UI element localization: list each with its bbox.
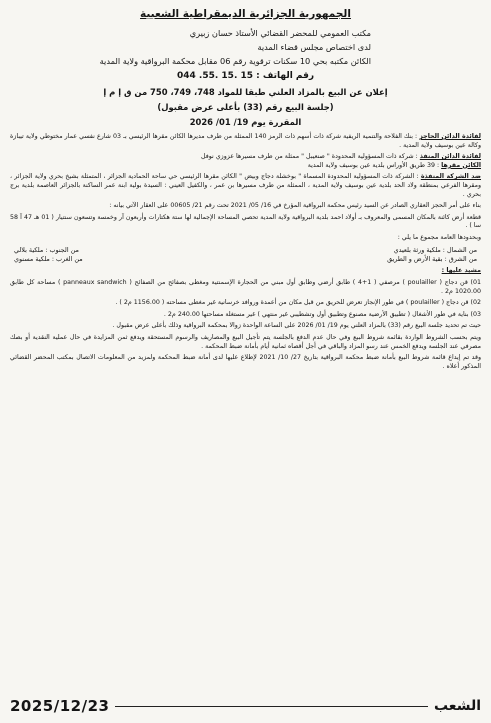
debtor-text: : شركة ذات المسؤولية المحدودة " صنعيبل " ممثلة من طرف مسيرها عزوزي نوفل: [200, 153, 418, 161]
session-date: المقررة يوم 19/ 01/ 2026: [189, 117, 302, 127]
seat-text: : 39 طريق الأوراس بلدية عين بوسيف ولاية المدية: [307, 161, 440, 169]
boundary-row-1: [10, 246, 481, 255]
creditor-paragraph: [10, 133, 481, 150]
republic-heading: الجمهورية الجزائرية الديمقراطية الشعبية: [140, 8, 351, 20]
seized-text: : الشركة ذات المسؤولية المحدودة المسماة " بوخشلة دجاج وبيض " الكائن مقرها الرئيسي حي ساحة الحمادية الجزائر ، المتمثلة بشيخ بحري ولاية الجزائر ، ومقرها الفرعي بمنطقة ولاد الحد بلدية عين بوسيف ولاية المدية ، الممثلة من طرف مسيرها بن عمر ، والكفيل العيني : السيدة بولية ابنة عمر الساكنة بالجزائر العاصمة بلدية برج بحري .: [10, 173, 481, 198]
conditions-paragraph: ويتم بحسب الشروط الواردة بقائمة شروط البيع وفي حال عدم الدفع بالجلسة يتم تأجيل البيع والمصاريف والرسوم المستحقة ويدفع ثمن المزايدة في حال عملية النقدية أو بصك مصرفي عند الجلسة ويدفع الخمس عند رسو المزاد والباقي في أجل أقصاه ثمانية أيام بأمانة ضبط المحكمة .: [10, 333, 481, 350]
seized-label: ضد الشركة المنفذة: [420, 173, 481, 181]
newspaper-name: الشعب: [433, 698, 481, 714]
bounded-heading: وبحدودها العامة مجموع ما يلي :: [397, 233, 481, 241]
bailiff-office: [10, 26, 481, 68]
seized-paragraph: [10, 173, 481, 199]
newspaper-footer: [0, 689, 491, 723]
sale-paragraph: حيث تم تحديد جلسة البيع رقم (33) بالمزاد العلني يوم 19/ 01/ 2026 على الساعة الواحدة زوالا بمحكمة البرواقية وذلك بأعلى عرض مقبول .: [112, 322, 481, 330]
creditor-text: : بنك الفلاحة والتنمية الريفية شركة ذات أسهم ذات الرمز 140 الممثلة من طرف مديرها الكائن مقرها الرئيسي بـ 03 شارع نفسي عمار مختوطي ولاية تيبازة وكالة عين بوسيف ولاية المدية .: [10, 133, 481, 149]
built-label: مشيد عليها :: [441, 267, 481, 275]
publication-date: 2025/12/23: [10, 697, 110, 715]
building-item-3: 03) بناية في طور الأشغال ( تطبيق الأرضية مصنوع وتطبيق أول وتشطيبي غير منتهي ) غير مستغلة مساحتها 240.00 م2 .: [163, 310, 481, 318]
east-boundary: من الشرق : بقية الأرض و الطريق: [387, 254, 477, 263]
seat-label: الكائن مقرها: [441, 161, 481, 169]
title-paragraph: بناء على أمر الحجز العقاري الصادر عن السيد رئيس محكمة البرواقية المؤرخ في 16/ 05/ 2021 تحت رقم 21/ 00605 على العقار الآتي بيانه :: [109, 202, 481, 210]
office-jurisdiction: لدى اختصاص مجلس قضاء المدية: [257, 42, 371, 52]
footer-divider: [115, 706, 428, 707]
south-boundary: من الجنوب : ملكية بلالي: [14, 245, 79, 254]
land-paragraph: قطعة أرض كائنة بالمكان المسمى والمعروف بـ أولاد احمد بلدية البرواقية ولاية المدية تحصي المساحة الإجمالية لها ستة هكتارات وأربعون آر وخمسة وتسعون سنتيار ( 01 هـ 47 آ 58 سا ) .: [10, 213, 482, 230]
deposit-paragraph: وقد تم إيداع قائمة شروط البيع بأمانة ضبط محكمة البرواقية بتاريخ 27/ 10/ 2021 لإطلاع عليها لدى أمانة ضبط المحكمة ولمزيد من المعلومات الاتصال بمكتب المحضر القضائي المذكور أعلاه .: [10, 354, 482, 370]
office-phone: رقم الهاتف : 15 .15 .55. 044: [176, 71, 315, 81]
building-item-1: 01) قن دجاج ( poulailler ) مرصفي ( 1+4 ) طابق أرضي وطابق أول مبني من الحجارة الإسمنتية ومغطى بصفائح من الصفائح ( panneaux sandwich ) مساحة كل طابق 1020.00 م2 .: [10, 278, 482, 295]
debtor-label: لفائدة الدائن المنفذ: [419, 153, 481, 161]
announcement-title: إعلان عن البيع بالمزاد العلني طبقا للمواد 748، 749، 750 من ق إ م إ: [103, 87, 388, 97]
creditor-label: لفائدة الدائن الحاجز: [419, 133, 481, 140]
boundary-row-2: [10, 255, 481, 264]
west-boundary: من الغرب : ملكية مسنوي: [14, 254, 83, 263]
office-name: مكتب العمومي للمحضر القضائي الأستاذ حسان زبيري: [189, 28, 371, 38]
debtor-paragraph: [10, 153, 481, 170]
office-address: الكائن مكتبه بحي 10 سكنات ترقوية رقم 06 مقابل محكمة البرواقية ولاية المدية: [99, 56, 371, 66]
north-boundary: من الشمال : ملكية ورثة بلعيدي: [393, 245, 477, 254]
session-number: (جلسة البيع رقم (33) بأعلى عرض مقبول): [157, 102, 334, 112]
building-item-2: 02) قن دجاج ( poulailler ) في طور الإنجاز تعرض للحريق من قبل مكان من أعمدة وروافد خرسانية غير مغطى مساحته ( 1156.00 م2 ) .: [115, 299, 481, 307]
built-heading: [10, 267, 481, 276]
